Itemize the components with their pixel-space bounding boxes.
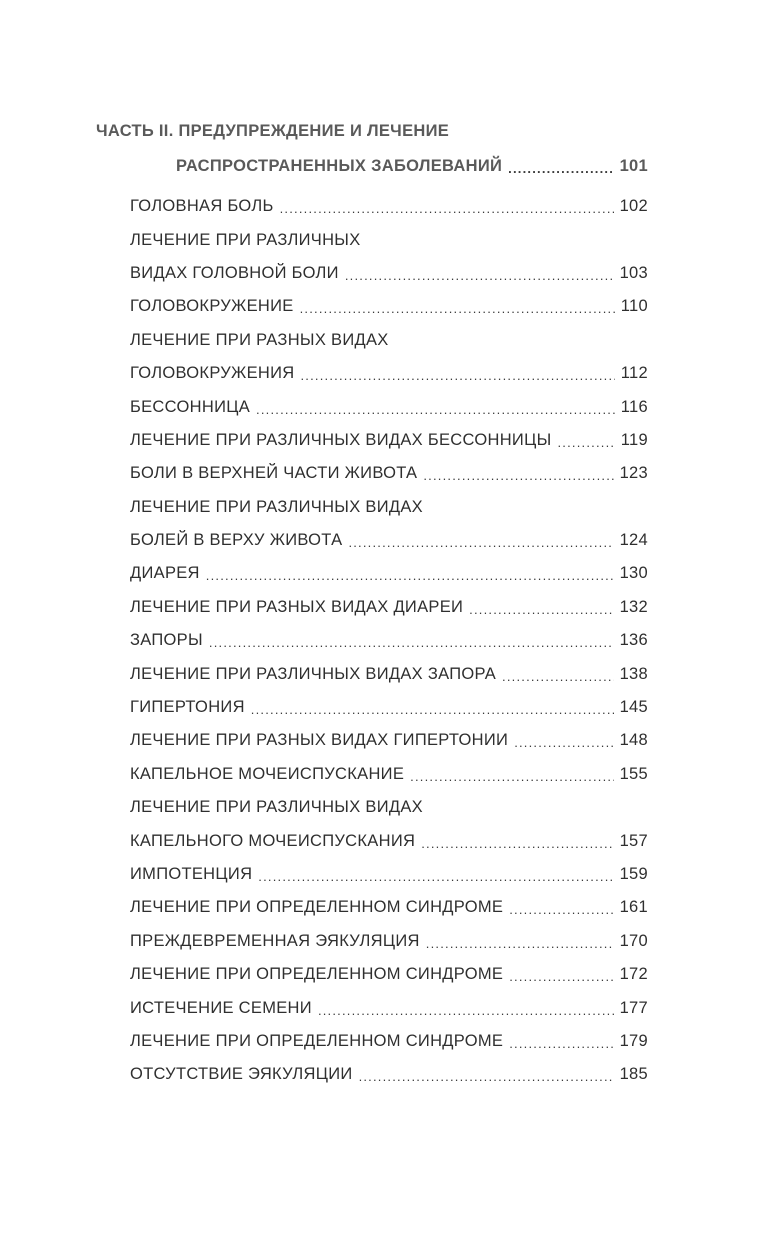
toc-entry-title: КАПЕЛЬНОЕ МОЧЕИСПУСКАНИЕ — [130, 764, 405, 783]
dot-leader — [258, 869, 613, 884]
toc-page-number: 148 — [619, 731, 648, 750]
toc-entry-title: ДИАРЕЯ — [130, 564, 200, 583]
toc-entry-title: БОЛИ В ВЕРХНЕЙ ЧАСТИ ЖИВОТА — [130, 464, 418, 483]
toc-page-number: 119 — [620, 430, 648, 449]
toc-entry — [130, 524, 648, 557]
toc-page-number: 170 — [619, 931, 648, 950]
toc-entry-title: ЛЕЧЕНИЕ ПРИ РАЗЛИЧНЫХ ВИДАХ — [130, 497, 423, 516]
toc-page-number: 157 — [619, 831, 648, 850]
part-page-number: 101 — [619, 157, 648, 175]
toc-entry-title: ПРЕЖДЕВРЕМЕННАЯ ЭЯКУЛЯЦИЯ — [130, 931, 420, 950]
toc-entry-title: ОТСУТСТВИЕ ЭЯКУЛЯЦИИ — [130, 1065, 353, 1084]
toc-entry-title: КАПЕЛЬНОГО МОЧЕИСПУСКАНИЯ — [130, 831, 416, 850]
toc-entry — [130, 624, 648, 657]
dot-leader — [318, 1003, 614, 1018]
toc-entry-title: ЛЕЧЕНИЕ ПРИ РАЗЛИЧНЫХ ВИДАХ ЗАПОРА — [130, 664, 497, 683]
toc-page-number: 161 — [619, 898, 648, 917]
dot-leader — [469, 602, 613, 617]
toc-entry — [130, 925, 648, 958]
toc-page-number: 103 — [619, 263, 648, 282]
toc-entry — [130, 691, 648, 724]
toc-page-number: 112 — [620, 364, 648, 383]
dot-leader — [509, 969, 613, 984]
dot-leader — [557, 435, 614, 450]
toc-entry — [130, 257, 648, 290]
dot-leader — [345, 268, 614, 283]
toc-entry — [130, 958, 648, 991]
dot-leader — [423, 468, 613, 483]
dot-leader — [251, 702, 614, 717]
toc-entry — [130, 1025, 648, 1058]
toc-entry-title: ИСТЕЧЕНИЕ СЕМЕНИ — [130, 998, 312, 1017]
toc-page-number: 130 — [619, 564, 648, 583]
toc-entry-title: ЛЕЧЕНИЕ ПРИ РАЗНЫХ ВИДАХ — [130, 330, 389, 349]
toc-entry-title: ЛЕЧЕНИЕ ПРИ РАЗНЫХ ВИДАХ ДИАРЕИ — [130, 597, 464, 616]
toc-page-number: 132 — [619, 597, 648, 616]
dot-leader — [300, 368, 614, 383]
toc-entry-title: ЛЕЧЕНИЕ ПРИ РАЗЛИЧНЫХ ВИДАХ — [130, 798, 423, 817]
dot-leader — [206, 568, 614, 583]
toc-entry — [130, 657, 648, 690]
toc-page-number: 102 — [619, 197, 648, 216]
toc-entry — [130, 223, 648, 256]
toc-entry-title: ГОЛОВОКРУЖЕНИЕ — [130, 297, 294, 316]
toc-entry — [130, 457, 648, 490]
toc-entry-title: ЛЕЧЕНИЕ ПРИ ОПРЕДЕЛЕННОМ СИНДРОМЕ — [130, 898, 504, 917]
dot-leader — [509, 902, 613, 917]
toc-entry-title: ГОЛОВОКРУЖЕНИЯ — [130, 364, 295, 383]
toc-entry-title: ЛЕЧЕНИЕ ПРИ РАЗНЫХ ВИДАХ ГИПЕРТОНИИ — [130, 731, 509, 750]
toc-entry-title: ЗАПОРЫ — [130, 631, 203, 650]
toc-page-number: 185 — [619, 1065, 648, 1084]
toc-entry — [130, 858, 648, 891]
dot-leader — [426, 936, 614, 951]
toc-entry — [130, 758, 648, 791]
dot-leader — [209, 635, 614, 650]
toc-entry — [130, 324, 648, 357]
toc-entry — [130, 390, 648, 423]
toc-entry — [130, 424, 648, 457]
part-title-line2: РАСПРОСТРАНЕННЫХ ЗАБОЛЕВАНИЙ — [176, 157, 503, 175]
toc-entry — [130, 491, 648, 524]
table-of-contents — [130, 190, 648, 1092]
dot-leader — [410, 769, 613, 784]
toc-entry-title: ЛЕЧЕНИЕ ПРИ РАЗЛИЧНЫХ ВИДАХ БЕССОННИЦЫ — [130, 430, 552, 449]
dot-leader — [508, 161, 613, 176]
part-title: ЧАСТЬ II. ПРЕДУПРЕЖДЕНИЕ И ЛЕЧЕНИЕ — [96, 122, 450, 140]
toc-entry-title: БЕССОННИЦА — [130, 397, 251, 416]
dot-leader — [300, 301, 615, 316]
toc-entry — [130, 791, 648, 824]
toc-entry-title: ЛЕЧЕНИЕ ПРИ РАЗЛИЧНЫХ — [130, 230, 361, 249]
toc-entry-title: БОЛЕЙ В ВЕРХУ ЖИВОТА — [130, 531, 343, 550]
toc-entry — [130, 1058, 648, 1091]
toc-entry — [130, 591, 648, 624]
toc-page-number: 179 — [619, 1031, 648, 1050]
toc-entry — [130, 891, 648, 924]
toc-page-number: 159 — [619, 865, 648, 883]
part-title-continuation — [176, 157, 648, 176]
toc-page-number: 172 — [619, 965, 648, 984]
toc-page-number: 116 — [620, 397, 648, 416]
toc-page-number: 136 — [619, 631, 648, 650]
dot-leader — [280, 201, 614, 216]
toc-page-number: 138 — [619, 664, 648, 683]
toc-entry-title: ЛЕЧЕНИЕ ПРИ ОПРЕДЕЛЕННОМ СИНДРОМЕ — [130, 965, 504, 984]
dot-leader — [421, 836, 613, 851]
toc-entry-title: ВИДАХ ГОЛОВНОЙ БОЛИ — [130, 263, 339, 282]
toc-page-number: 145 — [619, 698, 648, 717]
toc-entry — [130, 724, 648, 757]
dot-leader — [502, 669, 614, 684]
toc-page-number: 177 — [619, 998, 648, 1017]
toc-page-number: 124 — [619, 531, 648, 550]
toc-entry — [130, 190, 648, 223]
toc-page-number: 123 — [619, 464, 648, 483]
toc-entry — [130, 357, 648, 390]
toc-page-number: 110 — [620, 297, 648, 316]
toc-entry-title: ГОЛОВНАЯ БОЛЬ — [130, 197, 274, 216]
dot-leader — [359, 1069, 614, 1084]
dot-leader — [348, 535, 613, 550]
dot-leader — [256, 402, 615, 417]
toc-entry-title: ЛЕЧЕНИЕ ПРИ ОПРЕДЕЛЕННОМ СИНДРОМЕ — [130, 1031, 504, 1050]
toc-entry-title: ИМПОТЕНЦИЯ — [130, 865, 253, 883]
toc-entry — [130, 557, 648, 590]
toc-entry-title: ГИПЕРТОНИЯ — [130, 698, 245, 717]
dot-leader — [509, 1036, 613, 1051]
dot-leader — [514, 735, 613, 750]
toc-entry — [130, 824, 648, 857]
toc-entry — [130, 290, 648, 323]
toc-page-number: 155 — [619, 764, 648, 783]
toc-entry — [130, 991, 648, 1024]
